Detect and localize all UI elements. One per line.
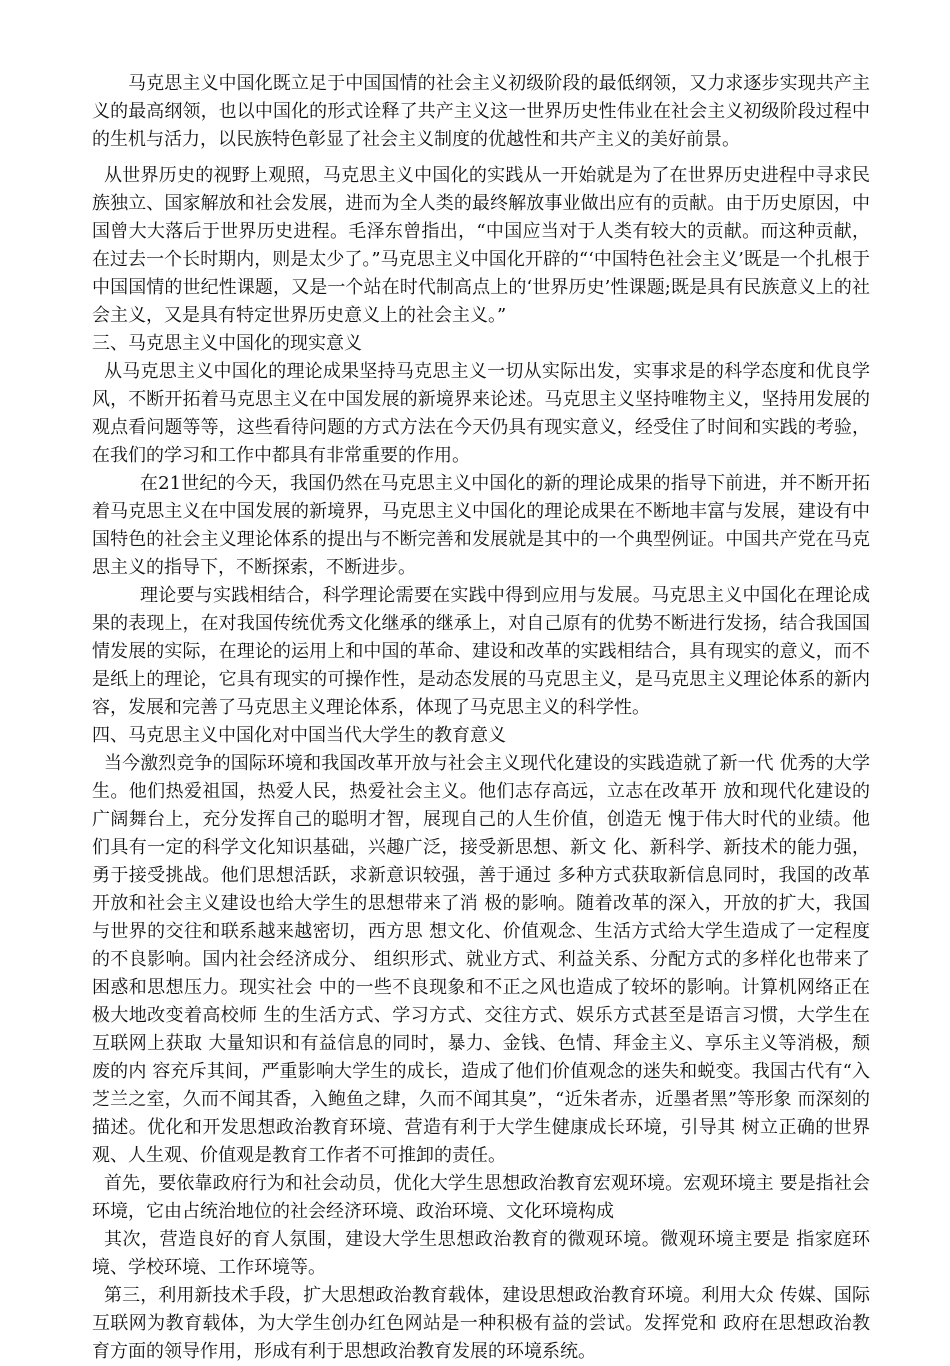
paragraph-6: 当今激烈竞争的国际环境和我国改革开放与社会主义现代化建设的实践造就了新一代 优秀的大学生。他们热爱祖国，热爱人民，热爱社会主义。他们志存高远，立志在改革开 放和现代化建设的广阔舞台上，充分发挥自己的聪明才智，展现自己的人生价值，创造无 愧于伟大时代的业绩。他们具有一定的科学文化知识基础，兴趣广泛，接受新思想、新文 化、新科学、新技术的能力强，勇于接受挑战。他们思想活跃，求新意识较强，善于通过 多种方式获取新信息同时，我国的改革开放和社会主义建设也给大学生的思想带来了消 极的影响。随着改革的深入，开放的扩大，我国与世界的交往和联系越来越密切，西方思 想文化、价值观念、生活方式给大学生造成了一定程度的不良影响。国内社会经济成分、 组织形式、就业方式、利益关系、分配方式的多样化也带来了困惑和思想压力。现实社会 中的一些不良现象和不正之风也造成了较坏的影响。计算机网络正在极大地改变着高校师 生的生活方式、学习方式、交往方式、娱乐方式甚至是语言习惯，大学生在互联网上获取 大量知识和有益信息的同时，暴力、金钱、色情、拜金主义、享乐主义等消极，颓废的内 容充斥其间，严重影响大学生的成长，造成了他们价值观念的迷失和蜕变。我国古代有“入 芝兰之室，久而不闻其香，入鲍鱼之肆，久而不闻其臭”，“近朱者赤，近墨者黑”等形象 而深刻的描述。优化和开发思想政治教育环境、营造有利于大学生健康成长环境，引导其 树立正确的世界观、人生观、价值观是教育工作者不可推卸的责任。 [92, 753, 870, 1166]
paragraph-7: 首先，要依靠政府行为和社会动员，优化大学生思想政治教育宏观环境。宏观环境主 要是指社会环境，它由占统治地位的社会经济环境、政治环境、文化环境构成 [92, 1173, 870, 1222]
paragraph-8: 其次，营造良好的育人氛围，建设大学生思想政治教育的微观环境。微观环境主要是 指家庭环境、学校环境、工作环境等。 [92, 1229, 870, 1278]
paragraph-5: 理论要与实践相结合，科学理论需要在实践中得到应用与发展。马克思主义中国化在理论成果的表现上，在对我国传统优秀文化继承的继承上，对自己原有的优势不断进行发扬，结合我国国情发展的实际，在理论的运用上和中国的革命、建设和改革的实践相结合，具有现实的意义，而不是纸上的理论，它具有现实的可操作性，是动态发展的马克思主义，是马克思主义理论体系的新内容，发展和完善了马克思主义理论体系，体现了马克思主义的科学性。 [92, 585, 870, 718]
section-heading-4: 四、马克思主义中国化对中国当代大学生的教育意义 [92, 725, 506, 746]
paragraph-3: 从马克思主义中国化的理论成果坚持马克思主义一切从实际出发，实事求是的科学态度和优良学风，不断开拓着马克思主义在中国发展的新境界来论述。马克思主义坚持唯物主义，坚持用发展的观点看问题等等，这些看待问题的方式方法在今天仍具有现实意义，经受住了时间和实践的考验，在我们的学习和工作中都具有非常重要的作用。 [92, 361, 870, 466]
paragraph-2: 从世界历史的视野上观照，马克思主义中国化的实践从一开始就是为了在世界历史进程中寻求民族独立、国家解放和社会发展，进而为全人类的最终解放事业做出应有的贡献。由于历史原因，中国曾大大落后于世界历史进程。毛泽东曾指出，“中国应当对于人类有较大的贡献。而这种贡献，在过去一个长时期内，则是太少了。”马克思主义中国化开辟的“‘中国特色社会主义’既是一个扎根于中国国情的世纪性课题，又是一个站在时代制高点上的‘世界历史’性课题;既是具有民族意义上的社会主义，又是具有特定世界历史意义上的社会主义。” [92, 165, 870, 326]
section-heading-3: 三、马克思主义中国化的现实意义 [92, 333, 362, 354]
paragraph-1: 马克思主义中国化既立足于中国国情的社会主义初级阶段的最低纲领，又力求逐步实现共产主义的最高纲领，也以中国化的形式诠释了共产主义这一世界历史性伟业在社会主义初级阶段过程中的生机与活力，以民族特色彰显了社会主义制度的优越性和共产主义的美好前景。 [92, 73, 870, 150]
paragraph-9: 第三，利用新技术手段，扩大思想政治教育载体，建设思想政治教育环境。利用大众 传媒、国际互联网为教育载体，为大学生创办红色网站是一种积极有益的尝试。发挥党和 政府在思想政治教育方面的领导作用，形成有利于思想政治教育发展的环境系统。 [92, 1285, 870, 1362]
document-body [92, 70, 870, 1366]
paragraph-4: 在21世纪的今天，我国仍然在马克思主义中国化的新的理论成果的指导下前进，并不断开拓着马克思主义在中国发展的新境界，马克思主义中国化的理论成果在不断地丰富与发展，建设有中国特色的社会主义理论体系的提出与不断完善和发展就是其中的一个典型例证。中国共产党在马克思主义的指导下，不断探索，不断进步。 [92, 473, 870, 578]
